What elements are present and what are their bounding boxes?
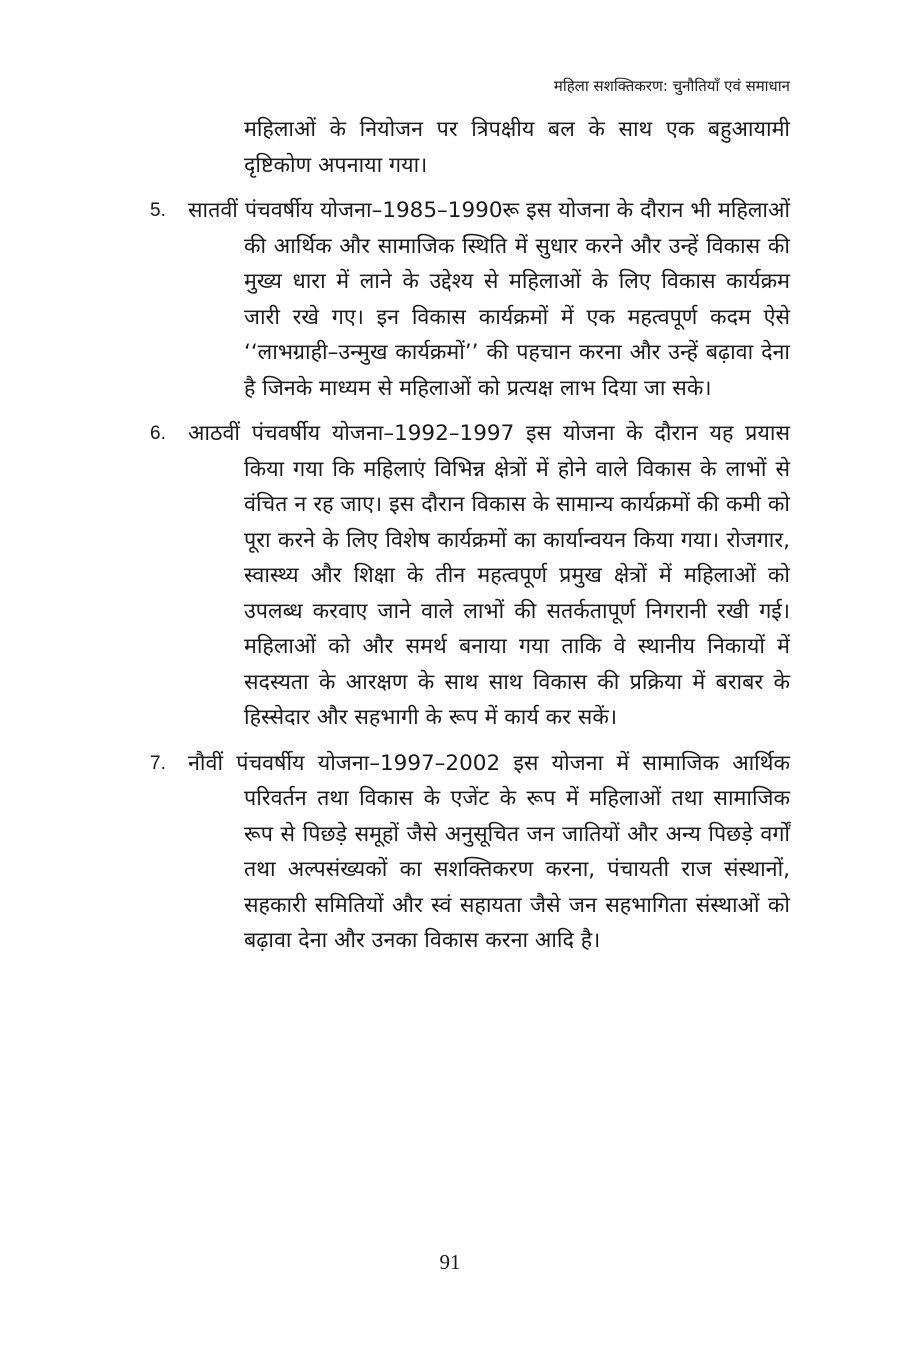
list-item-5 [150, 193, 790, 406]
list-body: इस योजना में सामाजिक आर्थिक परिवर्तन तथा विकास के एजेंट के रूप में महिलाओं तथा सामाजिक रूप से पिछड़े समूहों जैसे अनुसूचित जन जातियों और अन्य पिछड़े वर्गों तथा अल्पसंख्यकों का सशक्तिकरण करना, पंचायती राज संस्थानों, सहकारी समितियों और स्वं सहायता जैसे जन सहभागिता संस्थाओं को बढ़ावा देना और उनका विकास करना आदि है। [244, 750, 790, 953]
running-header: महिला सशक्तिकरण: चुनौतियाँ एवं समाधान [553, 77, 790, 95]
list-number: 7. [150, 752, 166, 774]
list-heading: आठवीं पंचवर्षीय योजना–1992–1997 [188, 421, 527, 446]
page-number: 91 [439, 1250, 461, 1274]
list-body: इस योजना के दौरान भी महिलाओं की आर्थिक और सामाजिक स्थिति में सुधार करने और उन्हें विकास की मुख्य धारा में लाने के उद्देश्य से महिलाओं के लिए विकास कार्यक्रम जारी रखे गए। इन विकास कार्यक्रमों में एक महत्वपूर्ण कदम ऐसे ‘‘लाभग्राही–उन्मुख कार्यक्रमों’’ की पहचान करना और उन्हें बढ़ावा देना है जिनके माध्यम से महिलाओं को प्रत्यक्ष लाभ दिया जा सके। [244, 198, 790, 401]
list-item-6 [150, 416, 790, 736]
page-body [150, 112, 790, 969]
continuation-paragraph: महिलाओं के नियोजन पर त्रिपक्षीय बल के साथ एक बहुआयामी दृष्टिकोण अपनाया गया। [244, 117, 790, 178]
list-number: 5. [150, 200, 166, 221]
list-number: 6. [150, 423, 166, 444]
list-body: इस योजना के दौरान यह प्रयास किया गया कि महिलाएं विभिन्न क्षेत्रों में होने वाले विकास के लाभों से वंचित न रह जाए। इस दौरान विकास के सामान्य कार्यक्रमों की कमी को पूरा करने के लिए विशेष कार्यक्रमों का कार्यान्वयन किया गया। रोजगार, स्वास्थ्य और शिक्षा के तीन महत्वपूर्ण प्रमुख क्षेत्रों में महिलाओं को उपलब्ध करवाए जाने वाले लाभों की सतर्कतापूर्ण निगरानी रखी गई। महिलाओं को और समर्थ बनाया गया ताकि वे स्थानीय निकायों में सदस्यता के आरक्षण के साथ साथ विकास की प्रक्रिया में बराबर के हिस्सेदार और सहभागी के रूप में कार्य कर सकें। [244, 421, 790, 730]
list-heading: नौवीं पंचवर्षीय योजना–1997–2002 [188, 750, 514, 776]
list-item-7 [150, 746, 790, 959]
list-heading: सातवीं पंचवर्षीय योजना–1985–1990रू [188, 198, 527, 223]
